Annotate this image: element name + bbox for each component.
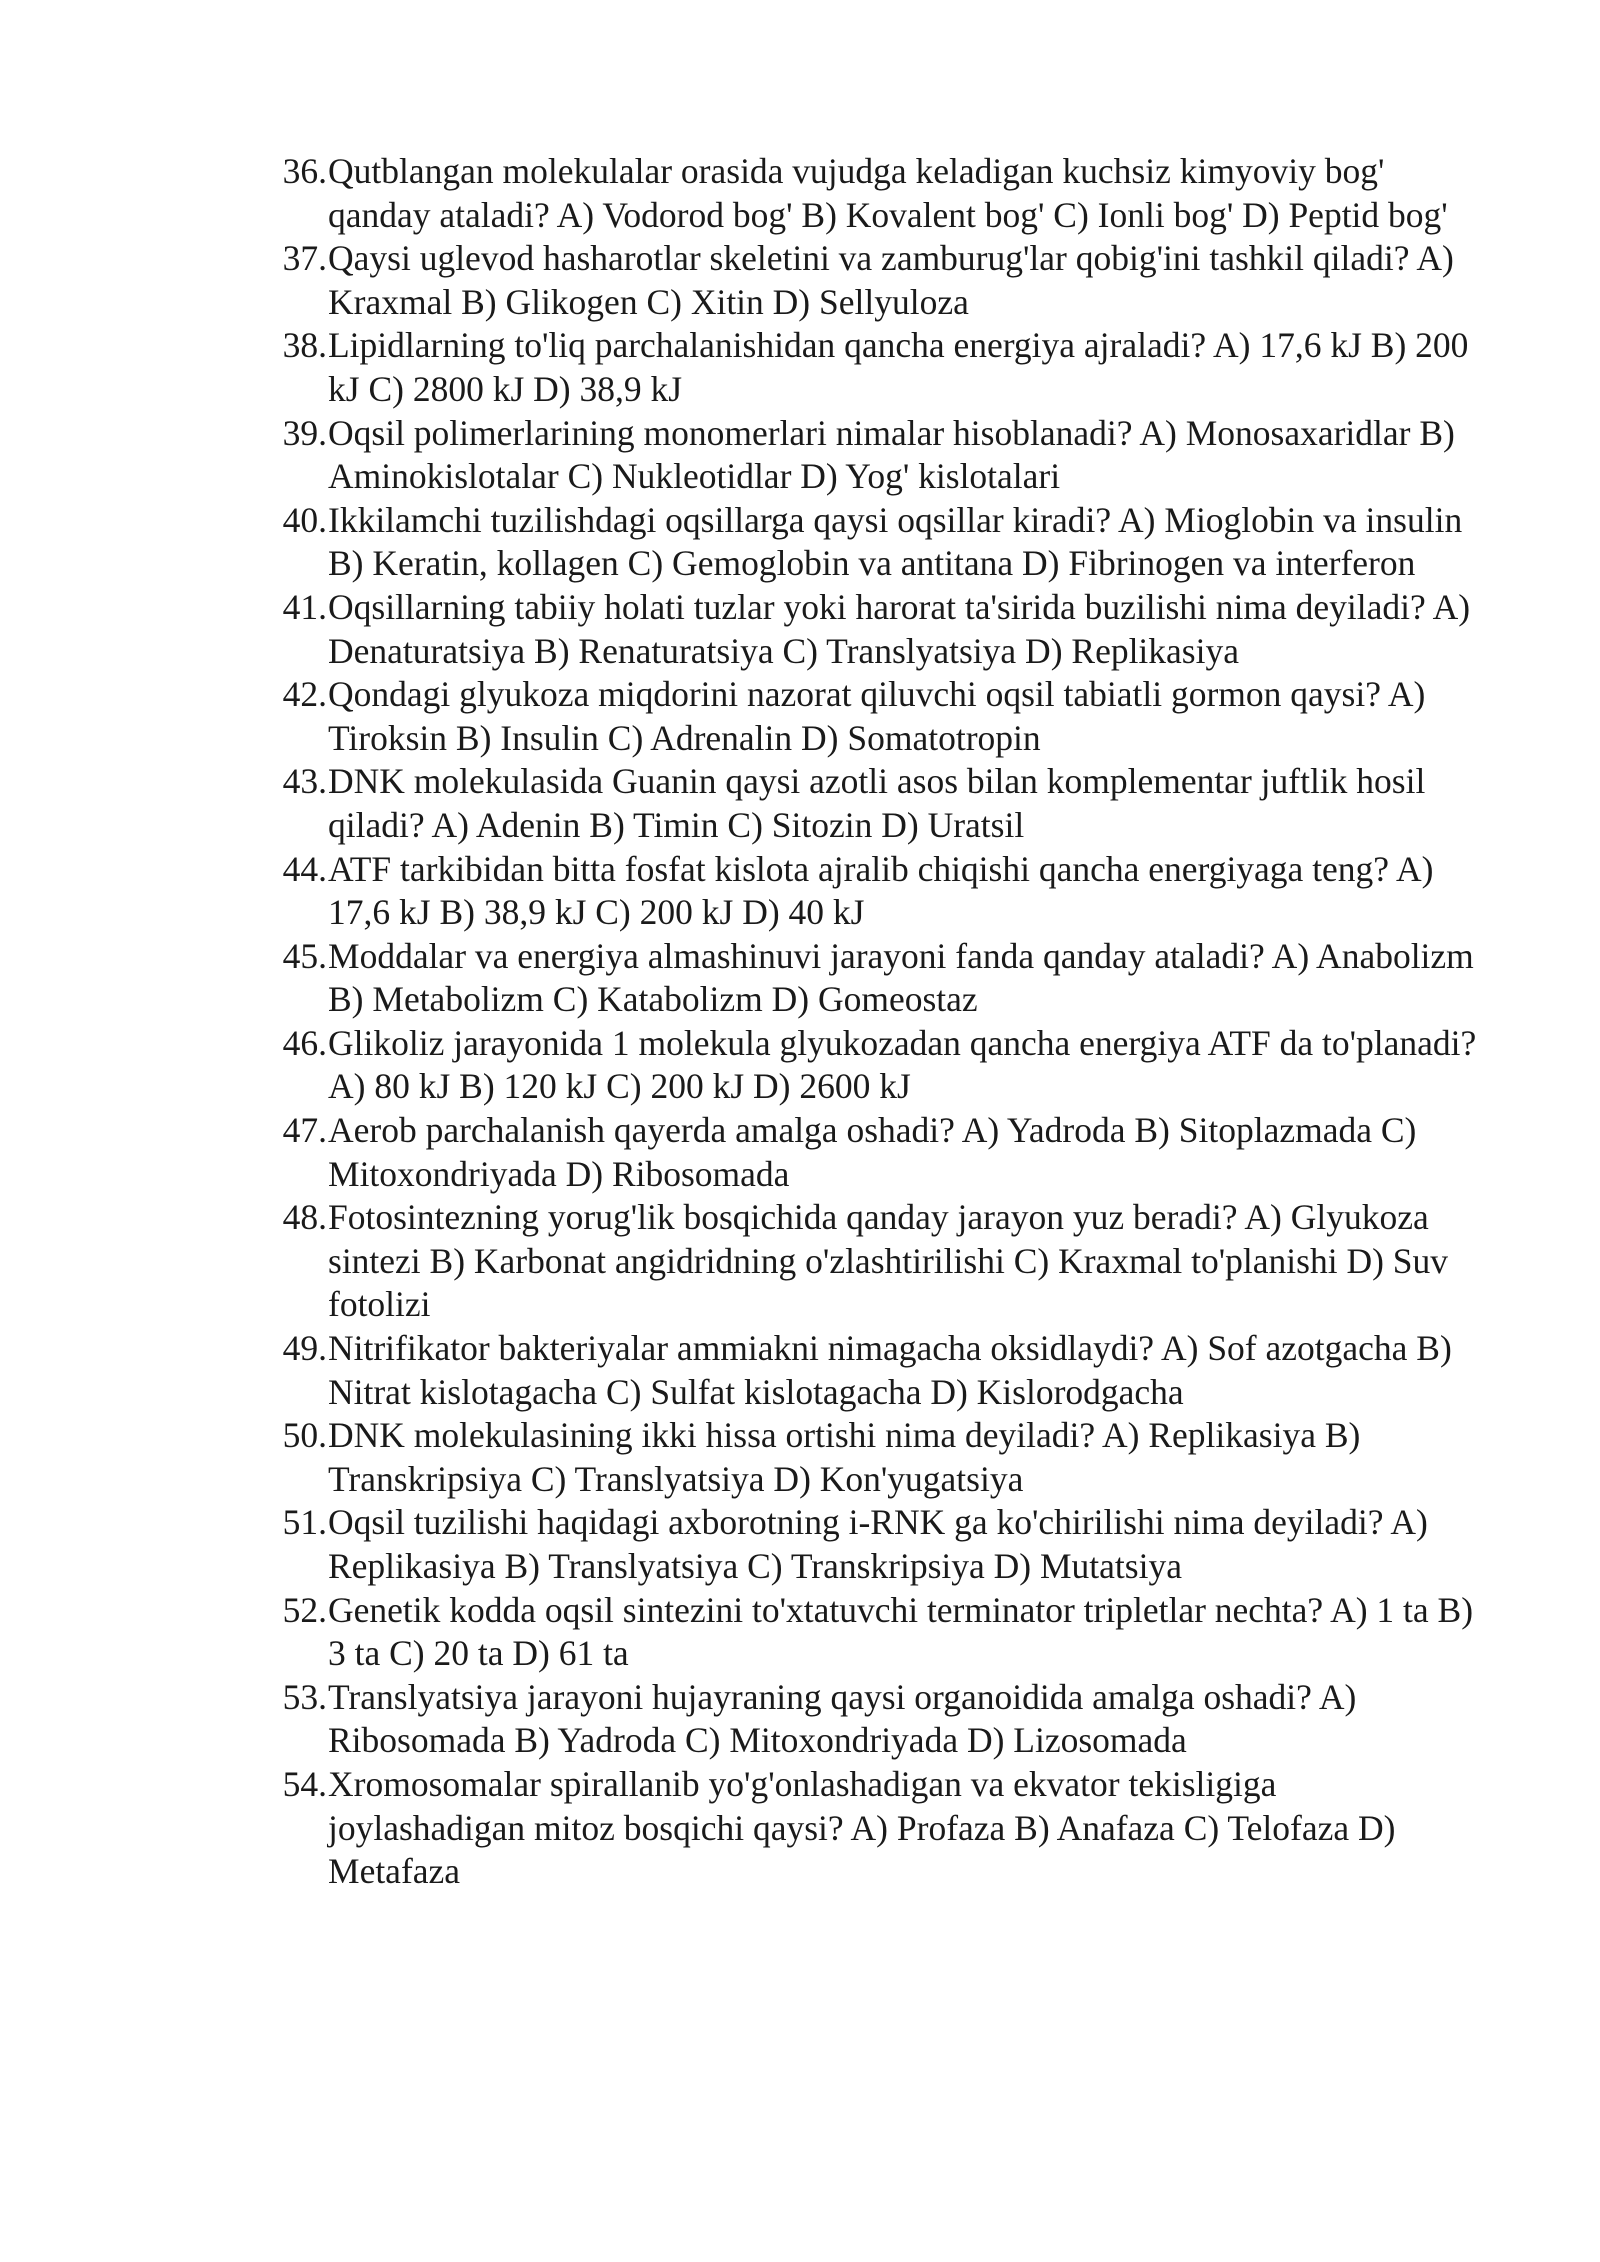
question-text: Lipidlarning to'liq parchalanishidan qancha energiya ajraladi? A) 17,6 kJ B) 200 kJ C) 2800 kJ D) 38,9 kJ [328,325,1469,409]
question-item [277,1196,1482,1327]
question-text: Xromosomalar spirallanib yo'g'onlashadigan va ekvator tekisligiga joylashadigan mitoz bosqichi qaysi? A) Profaza B) Anafaza C) Telofaza D) Metafaza [328,1763,1396,1892]
question-number: 47. [282,1110,327,1151]
question-number: 50. [282,1415,327,1456]
question-number: 51. [282,1502,327,1543]
question-number: 45. [282,935,327,976]
question-item [277,848,1482,935]
question-text: ATF tarkibidan bitta fosfat kislota ajralib chiqishi qancha energiyaga teng? A) 17,6 kJ B) 38,9 kJ C) 200 kJ D) 40 kJ [328,848,1434,933]
question-number: 40. [282,499,327,540]
question-number: 39. [282,412,327,453]
question-list [277,150,1482,1894]
question-text: Genetik kodda oqsil sintezini to'xtatuvchi terminator tripletlar nechta? A) 1 ta B) 3 ta C) 20 ta D) 61 ta [328,1589,1474,1674]
question-number: 46. [282,1022,327,1063]
question-text: Glikoliz jarayonida 1 molekula glyukozadan qancha energiya ATF da to'planadi? A) 80 kJ B) 120 kJ C) 200 kJ D) 2600 kJ [328,1022,1477,1107]
question-item [277,237,1482,324]
question-number: 53. [282,1676,327,1717]
question-text: Oqsil tuzilishi haqidagi axborotning i-RNK ga ko'chirilishi nima deyiladi? A) Replikasiya B) Translyatsiya C) Transkripsiya D) Mutatsiya [328,1502,1428,1586]
question-number: 38. [282,325,327,366]
question-item [277,1022,1482,1109]
question-text: Qutblangan molekulalar orasida vujudga keladigan kuchsiz kimyoviy bog' qanday ataladi? A) Vodorod bog' B) Kovalent bog' C) Ionli bog' D) Peptid bog' [328,151,1448,235]
question-item [277,935,1482,1022]
question-number: 42. [282,674,327,715]
question-number: 54. [282,1763,327,1804]
question-item [277,1501,1482,1588]
question-text: DNK molekulasida Guanin qaysi azotli asos bilan komplementar juftlik hosil qiladi? A) Adenin B) Timin C) Sitozin D) Uratsil [328,761,1426,845]
question-item [277,499,1482,586]
question-text: Aerob parchalanish qayerda amalga oshadi? A) Yadroda B) Sitoplazmada C) Mitoxondriyada D) Ribosomada [328,1110,1417,1194]
question-item [277,673,1482,760]
question-text: Oqsillarning tabiiy holati tuzlar yoki harorat ta'sirida buzilishi nima deyiladi? A) Denaturatsiya B) Renaturatsiya C) Translyatsiya D) Replikasiya [328,586,1471,671]
question-text: Qondagi glyukoza miqdorini nazorat qiluvchi oqsil tabiatli gormon qaysi? A) Tiroksin B) Insulin C) Adrenalin D) Somatotropin [328,674,1426,758]
question-item [277,1589,1482,1676]
question-number: 37. [282,238,327,279]
question-number: 52. [282,1589,327,1630]
question-number: 44. [282,848,327,889]
question-text: Oqsil polimerlarining monomerlari nimalar hisoblanadi? A) Monosaxaridlar B) Aminokislotalar C) Nukleotidlar D) Yog' kislotalari [328,412,1455,497]
question-text: Qaysi uglevod hasharotlar skeletini va zamburug'lar qobig'ini tashkil qiladi? A) Kraxmal B) Glikogen C) Xitin D) Sellyuloza [328,238,1454,322]
question-text: Nitrifikator bakteriyalar ammiakni nimagacha oksidlaydi? A) Sof azotgacha B) Nitrat kislotagacha C) Sulfat kislotagacha D) Kislorodgacha [328,1328,1452,1412]
question-number: 49. [282,1328,327,1369]
question-item [277,324,1482,411]
question-number: 43. [282,761,327,802]
question-item [277,586,1482,673]
question-item [277,1327,1482,1414]
question-item [277,150,1482,237]
question-text: DNK molekulasining ikki hissa ortishi nima deyiladi? A) Replikasiya B) Transkripsiya C) Translyatsiya D) Kon'yugatsiya [328,1415,1361,1499]
question-number: 41. [282,586,327,627]
question-number: 48. [282,1197,327,1238]
question-item [277,760,1482,847]
question-item [277,1414,1482,1501]
question-item [277,1763,1482,1894]
question-item [277,412,1482,499]
question-number: 36. [282,151,327,191]
question-text: Ikkilamchi tuzilishdagi oqsillarga qaysi oqsillar kiradi? A) Mioglobin va insulin B) Keratin, kollagen C) Gemoglobin va antitana D) Fibrinogen va interferon [328,499,1463,584]
question-item [277,1676,1482,1763]
question-text: Fotosintezning yorug'lik bosqichida qanday jarayon yuz beradi? A) Glyukoza sintezi B) Karbonat angidridning o'zlashtirilishi C) Kraxmal to'planishi D) Suv fotolizi [328,1197,1449,1325]
question-text: Moddalar va energiya almashinuvi jarayoni fanda qanday ataladi? A) Anabolizm B) Metabolizm C) Katabolizm D) Gomeostaz [328,935,1474,1020]
question-text: Translyatsiya jarayoni hujayraning qaysi organoidida amalga oshadi? A) Ribosomada B) Yadroda C) Mitoxondriyada D) Lizosomada [328,1676,1357,1761]
question-item [277,1109,1482,1196]
